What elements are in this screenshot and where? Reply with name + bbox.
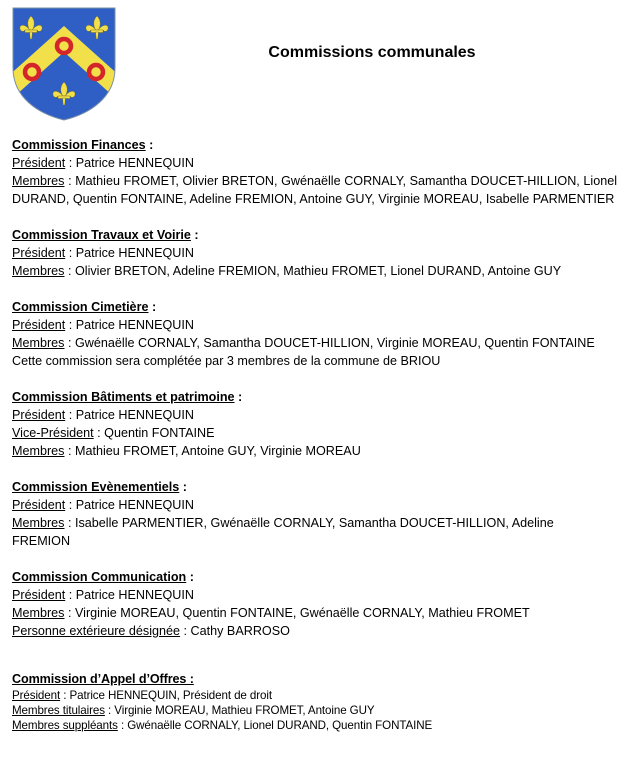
coat-of-arms-image	[11, 6, 117, 122]
commission-finances	[12, 136, 617, 208]
president-row: Président : Patrice HENNEQUIN	[12, 588, 194, 602]
members-row: Membres : Mathieu FROMET, Antoine GUY, Virginie MOREAU	[12, 444, 361, 458]
commission-evenementiels	[12, 478, 617, 550]
president-row: Président : Patrice HENNEQUIN, Président de droit	[12, 689, 272, 702]
commission-title: Commission Communication	[12, 570, 187, 584]
commission-heading: Commission Finances :	[12, 138, 154, 152]
commission-heading: Commission Cimetière :	[12, 300, 157, 314]
commission-title: Commission Finances	[12, 138, 146, 152]
commission-title: Commission Bâtiments et patrimoine	[12, 390, 235, 404]
titular-members-row: Membres titulaires : Virginie MOREAU, Mathieu FROMET, Antoine GUY	[12, 704, 375, 717]
president-row: Président : Patrice HENNEQUIN	[12, 156, 194, 170]
commission-heading: Commission Communication :	[12, 570, 194, 584]
commission-heading: Commission Travaux et Voirie :	[12, 228, 199, 242]
commission-note: Cette commission sera complétée par 3 membres de la commune de BRIOU	[12, 354, 441, 368]
page-title: Commissions communales	[268, 44, 476, 61]
commissions-document	[12, 136, 617, 751]
external-person-row: Personne extérieure désignée : Cathy BARROSO	[12, 624, 290, 638]
president-row: Président : Patrice HENNEQUIN	[12, 408, 194, 422]
commission-title: Commission Cimetière	[12, 300, 149, 314]
commission-heading: Commission Bâtiments et patrimoine :	[12, 390, 243, 404]
commission-title: Commission d’Appel d’Offres :	[12, 672, 194, 686]
president-row: Président : Patrice HENNEQUIN	[12, 318, 194, 332]
commission-travaux-voirie	[12, 226, 617, 280]
commission-cimetiere	[12, 298, 617, 370]
members-row: Membres : Isabelle PARMENTIER, Gwénaëlle CORNALY, Samantha DOUCET-HILLION, Adeline FREMION	[12, 516, 554, 548]
commission-heading	[12, 670, 617, 688]
commission-batiments-patrimoine	[12, 388, 617, 460]
commission-heading: Commission Evènementiels :	[12, 480, 187, 494]
president-row: Président : Patrice HENNEQUIN	[12, 498, 194, 512]
commission-title: Commission Evènementiels	[12, 480, 180, 494]
members-row: Membres : Gwénaëlle CORNALY, Samantha DOUCET-HILLION, Virginie MOREAU, Quentin FONTAINE	[12, 336, 595, 350]
members-row: Membres : Olivier BRETON, Adeline FREMION, Mathieu FROMET, Lionel DURAND, Antoine GUY	[12, 264, 562, 278]
commission-appel-offres	[12, 670, 617, 733]
vice-president-row: Vice-Président : Quentin FONTAINE	[12, 426, 215, 440]
president-row: Président : Patrice HENNEQUIN	[12, 246, 194, 260]
substitute-members-row: Membres suppléants : Gwénaëlle CORNALY, Lionel DURAND, Quentin FONTAINE	[12, 719, 433, 732]
commission-title: Commission Travaux et Voirie	[12, 228, 191, 242]
members-row: Membres : Mathieu FROMET, Olivier BRETON, Gwénaëlle CORNALY, Samantha DOUCET-HILLION, Lionel DURAND, Quentin FONTAINE, Adeline FREMION, Antoine GUY, Virginie MOREAU, Isabelle PARMENTIER	[12, 174, 617, 206]
commission-communication	[12, 568, 617, 640]
members-row: Membres : Virginie MOREAU, Quentin FONTAINE, Gwénaëlle CORNALY, Mathieu FROMET	[12, 606, 530, 620]
